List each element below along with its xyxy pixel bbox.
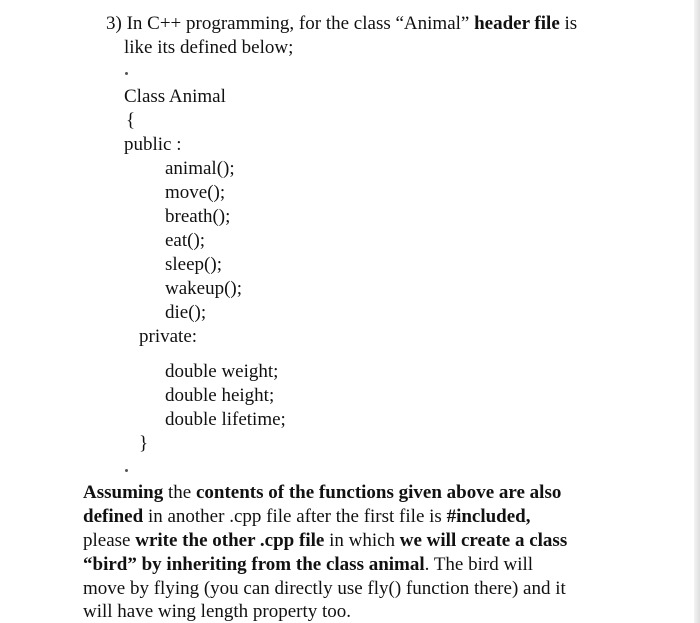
instruction-bold: contents of the functions given above are also bbox=[195, 482, 562, 503]
instruction-bold: #included, bbox=[446, 506, 531, 527]
question-line-1 bbox=[106, 13, 577, 35]
instruction-text: please bbox=[83, 530, 136, 551]
public-member: eat(); bbox=[165, 230, 206, 251]
bullet-dot bbox=[125, 72, 128, 75]
instruction-line-2 bbox=[83, 506, 531, 528]
instruction-line-3 bbox=[83, 530, 567, 552]
public-label: public : bbox=[124, 134, 182, 155]
instruction-text: the bbox=[163, 482, 196, 503]
close-brace: } bbox=[139, 433, 149, 454]
question-text: is bbox=[559, 13, 578, 34]
instruction-bold: write the other .cpp file bbox=[135, 530, 325, 551]
private-label: private: bbox=[139, 326, 198, 347]
instruction-line-6: will have wing length property too. bbox=[83, 601, 352, 622]
instruction-text: in another .cpp file after the first file is bbox=[143, 506, 447, 527]
instruction-bold: Assuming bbox=[83, 482, 164, 503]
instruction-bold: defined bbox=[83, 506, 144, 527]
instruction-bold: “bird” by inheriting from the class animal bbox=[83, 554, 425, 575]
question-text: 3) In C++ programming, for the class “Animal” bbox=[106, 13, 475, 34]
open-brace: { bbox=[126, 110, 136, 131]
public-member: sleep(); bbox=[165, 254, 222, 275]
instruction-line-5: move by flying (you can directly use fly() function there) and it bbox=[83, 578, 566, 599]
page-edge-shadow bbox=[694, 0, 700, 623]
instruction-text: in which bbox=[324, 530, 400, 551]
question-bold-text: header file bbox=[474, 13, 560, 34]
private-member: double weight; bbox=[165, 361, 279, 382]
public-member: breath(); bbox=[165, 206, 231, 227]
private-member: double height; bbox=[165, 385, 275, 406]
public-member: wakeup(); bbox=[165, 278, 243, 299]
question-line-2: like its defined below; bbox=[124, 37, 294, 58]
public-member: move(); bbox=[165, 182, 226, 203]
instruction-line-4 bbox=[83, 554, 533, 576]
instruction-line-1 bbox=[83, 482, 561, 504]
instruction-text: . The bird will bbox=[424, 554, 534, 575]
bullet-dot bbox=[125, 469, 128, 472]
instruction-bold: we will create a class bbox=[399, 530, 568, 551]
public-member: die(); bbox=[165, 302, 207, 323]
private-member: double lifetime; bbox=[165, 409, 286, 430]
class-declaration: Class Animal bbox=[124, 86, 226, 107]
public-member: animal(); bbox=[165, 158, 235, 179]
